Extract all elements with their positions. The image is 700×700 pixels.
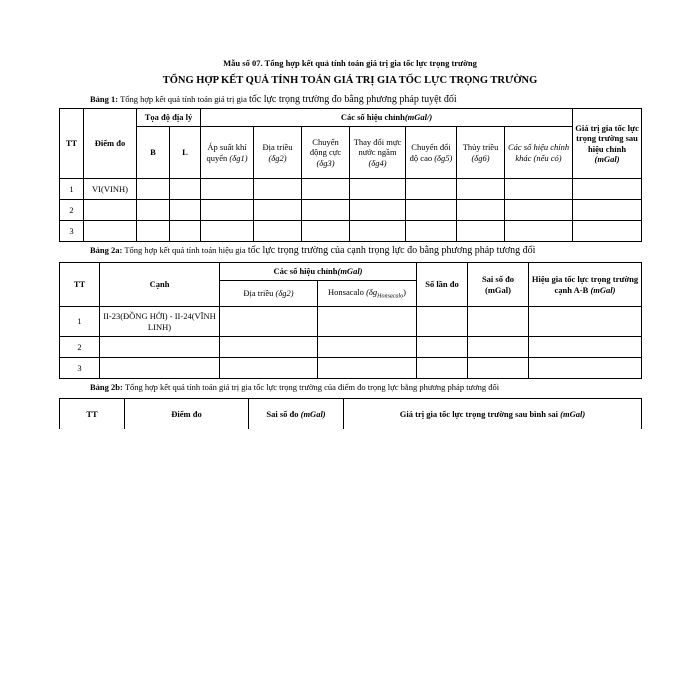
t1-header-geo: Tọa độ địa lý bbox=[137, 109, 201, 127]
table-cell: 1 bbox=[60, 179, 84, 200]
t2a-header-tide: Địa triều (δg2) bbox=[220, 281, 318, 307]
table2a bbox=[59, 262, 642, 379]
table-cell: 2 bbox=[60, 337, 100, 358]
form-title: Mẫu số 07. Tổng hợp kết quả tính toán giá trị gia tốc lực trọng trường bbox=[223, 58, 477, 68]
table-cell bbox=[84, 221, 137, 242]
t2b-header-tt: TT bbox=[60, 399, 125, 429]
t1-header-tidal: Thủy triều (δg6) bbox=[457, 127, 505, 179]
t2a-header-tt: TT bbox=[60, 263, 100, 307]
table-cell bbox=[84, 200, 137, 221]
table2b-caption bbox=[90, 382, 499, 392]
t2b-header-value: Giá trị gia tốc lực trọng trường sau bình sai (mGal) bbox=[344, 399, 642, 429]
table-row bbox=[60, 179, 642, 200]
table-cell: 2 bbox=[60, 200, 84, 221]
t1-header-tt: TT bbox=[60, 109, 84, 179]
table-cell: VI(VINH) bbox=[84, 179, 137, 200]
table1-caption bbox=[90, 94, 457, 105]
t1-header-pressure: Áp suất khí quyển (δg1) bbox=[201, 127, 254, 179]
table-cell bbox=[100, 337, 220, 358]
table2a-caption-text-b: tốc lực trọng trường của cạnh trọng lực đo bằng phương pháp tương đối bbox=[247, 245, 536, 256]
t1-header-final: Giá trị gia tốc lực trọng trường sau hiệu chỉnh (mGal) bbox=[573, 109, 642, 179]
t1-header-l: L bbox=[170, 127, 201, 179]
t1-header-tide: Địa triều (δg2) bbox=[254, 127, 302, 179]
table-cell: 1 bbox=[60, 307, 100, 337]
table-cell: II-23(ĐỒNG HỚI) - II-24(VĨNH LINH) bbox=[100, 307, 220, 337]
t1-header-groundwater: Thay đổi mực nước ngầm (δg4) bbox=[350, 127, 406, 179]
t2b-header-point: Điểm đo bbox=[125, 399, 249, 429]
table-row bbox=[60, 200, 642, 221]
t1-header-b: B bbox=[137, 127, 170, 179]
table1-caption-text-b: tốc lực trọng trường đo bằng phương pháp tuyệt đối bbox=[248, 94, 457, 105]
table-row bbox=[60, 307, 642, 337]
t1-header-other: Các số hiệu chỉnh khác (nếu có) bbox=[505, 127, 573, 179]
table-cell: 3 bbox=[60, 358, 100, 379]
t2a-header-diff: Hiệu gia tốc lực trọng trường cạnh A-B (mGal) bbox=[529, 263, 642, 307]
t2a-header-honsacalo: Honsacalo $(\delta g_{Honsacalo})$ bbox=[318, 281, 417, 307]
t2a-header-edge: Cạnh bbox=[100, 263, 220, 307]
table2a-caption bbox=[90, 245, 535, 256]
t1-header-point: Điểm đo bbox=[84, 109, 137, 179]
t2a-header-corrections: Các số hiệu chỉnh(mGal) bbox=[220, 263, 417, 281]
main-title: TỔNG HỢP KẾT QUẢ TÍNH TOÁN GIÁ TRỊ GIA TỐC LỰC TRỌNG TRƯỜNG bbox=[162, 75, 538, 86]
table2b bbox=[59, 398, 642, 429]
table-row bbox=[60, 221, 642, 242]
table-cell bbox=[100, 358, 220, 379]
table-cell: 3 bbox=[60, 221, 84, 242]
table1-caption-label: Bảng 1: bbox=[90, 94, 119, 104]
t1-header-polar: Chuyển động cực (δg3) bbox=[302, 127, 350, 179]
table2a-caption-label: Bảng 2a: bbox=[90, 245, 123, 255]
t2a-header-count: Số lần đo bbox=[417, 263, 468, 307]
table2b-caption-text: Tổng hợp kết quả tính toán giá trị gia tốc lực trọng trường của điểm đo trọng lực bằng phương pháp tương đối bbox=[122, 382, 500, 392]
t1-header-corrections: Các số hiệu chỉnh(mGal/) bbox=[201, 109, 573, 127]
table1 bbox=[59, 108, 642, 242]
table2b-caption-label: Bảng 2b: bbox=[90, 382, 123, 392]
t2b-header-error: Sai số đo (mGal) bbox=[249, 399, 344, 429]
table-row bbox=[60, 358, 642, 379]
table2a-caption-text-a: Tổng hợp kết quả tính toán hiệu gia bbox=[122, 245, 248, 255]
t2a-header-error: Sai số đo (mGal) bbox=[468, 263, 529, 307]
table-row bbox=[60, 337, 642, 358]
table1-caption-text-a: Tổng hợp kết quả tính toán giá trị gia bbox=[118, 94, 249, 104]
t1-header-height: Chuyển đổi độ cao (δg5) bbox=[406, 127, 457, 179]
